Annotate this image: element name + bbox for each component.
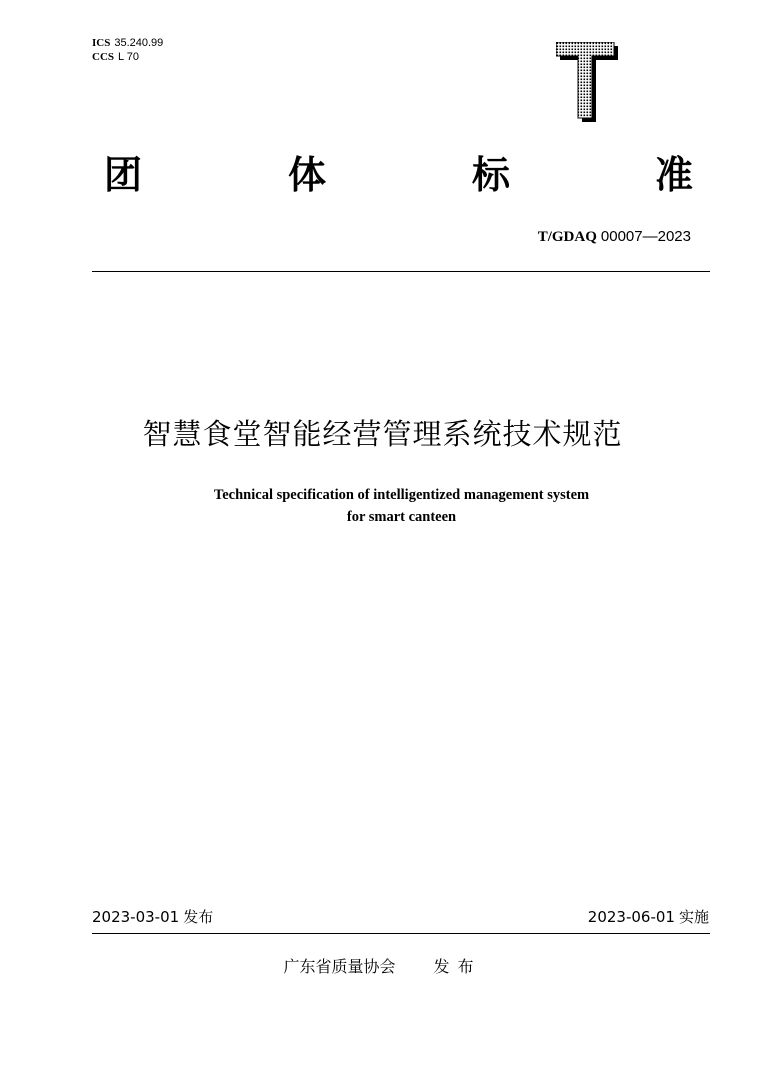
group-standard-t-mark [556,42,618,122]
ics-label: ICS [92,37,111,49]
standard-number-prefix: T/GDAQ [537,229,597,245]
footer-divider [92,933,710,934]
standard-number [538,226,691,247]
implementation-date-value: 2023-06-01 [587,908,675,926]
implementation-date [588,907,709,927]
issue-date-label: 发布 [183,908,214,926]
standard-type-heading [92,150,710,200]
standard-type-char-2: 体 [288,153,327,197]
implementation-date-label: 实施 [678,908,709,926]
standard-type-char-4: 准 [655,153,694,197]
header-divider [92,271,710,272]
standard-number-code: 00007—2023 [600,228,691,245]
classification-codes [92,36,163,64]
issue-date-value: 2023-03-01 [92,908,180,926]
standard-type-char-1: 团 [104,153,143,197]
standard-type-char-3: 标 [472,153,511,197]
ccs-value: L 70 [118,51,140,63]
t-mark-graphic [556,42,618,122]
publisher-name: 广东省质量协会 [283,957,396,976]
title-english-line-1: Technical specification of intelligentized management system [213,487,590,503]
publisher-line [0,956,765,978]
ics-code-row [92,36,163,50]
ccs-label: CCS [92,51,115,63]
publisher-action: 发布 [433,957,482,976]
title-english-line-2: for smart canteen [346,509,457,525]
ccs-code-row [92,50,163,64]
document-title-chinese: 智慧食堂智能经营管理系统技术规范 [142,417,623,451]
ics-value: 35.240.99 [114,37,164,49]
issue-date [92,907,213,927]
document-title-english [0,484,765,528]
